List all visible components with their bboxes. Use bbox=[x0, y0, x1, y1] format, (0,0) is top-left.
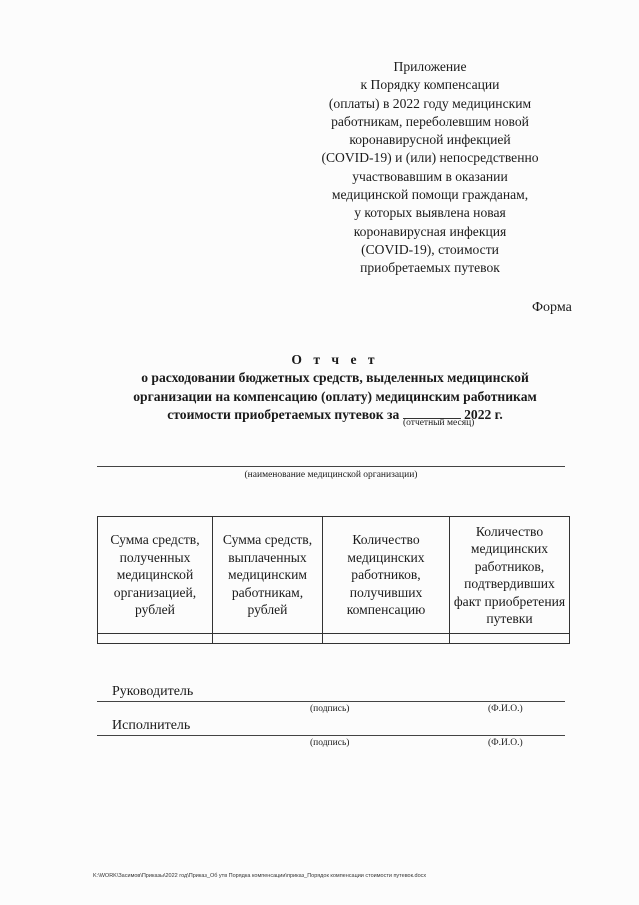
organization-name-field[interactable] bbox=[97, 466, 565, 467]
appendix-line: коронавирусная инфекция bbox=[353, 223, 507, 239]
table-cell[interactable] bbox=[450, 634, 570, 644]
form-label: Форма bbox=[532, 300, 572, 315]
table-header-row bbox=[98, 517, 570, 634]
head-signature-line[interactable] bbox=[97, 681, 565, 702]
table-cell[interactable] bbox=[98, 634, 213, 644]
appendix-line: приобретаемых путевок bbox=[360, 260, 500, 276]
report-title: О т ч е т bbox=[291, 352, 379, 367]
head-label: Руководитель bbox=[112, 684, 194, 699]
appendix-line: коронавирусной инфекцией bbox=[349, 132, 511, 148]
appendix-line: к Порядку компенсации bbox=[360, 77, 500, 93]
report-subtitle-line: организации на компенсацию (оплату) медицинским работникам bbox=[133, 388, 537, 404]
header-compensated-count: Количество медицинских работников, получивших компенсацию bbox=[323, 517, 450, 634]
executor-signature-line[interactable] bbox=[97, 715, 565, 736]
executor-name-note: (Ф.И.О.) bbox=[488, 738, 523, 748]
report-table bbox=[97, 516, 570, 644]
reporting-month-field[interactable] bbox=[403, 406, 461, 419]
appendix-line: Приложение bbox=[393, 59, 467, 74]
reporting-month-note: (отчетный месяц) bbox=[403, 418, 475, 428]
head-name-note: (Ф.И.О.) bbox=[488, 704, 523, 714]
appendix-line: участвовавшим в оказании bbox=[352, 168, 508, 184]
appendix-line: работникам, переболевшим новой bbox=[331, 113, 529, 129]
file-path-footer: K:\WORK\Засимов\Приказы\2022 год\Приказ_Об утв Порядка компенсации\приказ_Порядок компенсации стоимости путевок.docx bbox=[93, 873, 427, 879]
executor-label: Исполнитель bbox=[112, 718, 191, 733]
report-subtitle-last-line bbox=[90, 406, 580, 424]
organization-name-note: (наименование медицинской организации) bbox=[244, 470, 418, 480]
table-row bbox=[98, 634, 570, 644]
report-period-year: 2022 г. bbox=[464, 406, 503, 422]
table-cell[interactable] bbox=[323, 634, 450, 644]
report-subtitle-line: о расходовании бюджетных средств, выделенных медицинской bbox=[141, 370, 529, 386]
executor-signature-note: (подпись) bbox=[310, 738, 350, 748]
report-period-prefix: стоимости приобретаемых путевок за bbox=[167, 406, 400, 422]
header-paid-funds: Сумма средств, выплаченных медицинским работникам, рублей bbox=[213, 517, 323, 634]
appendix-block bbox=[300, 58, 560, 278]
head-signature-note: (подпись) bbox=[310, 704, 350, 714]
report-title-block bbox=[90, 351, 580, 424]
appendix-line: (оплаты) в 2022 году медицинским bbox=[328, 95, 532, 111]
appendix-line: у которых выявлена новая bbox=[354, 205, 506, 221]
appendix-line: (COVID-19), стоимости bbox=[361, 241, 499, 257]
appendix-line: (COVID-19) и (или) непосредственно bbox=[321, 150, 539, 166]
appendix-line: медицинской помощи гражданам, bbox=[331, 187, 529, 203]
header-received-funds: Сумма средств, полученных медицинской организацией, рублей bbox=[98, 517, 213, 634]
header-confirmed-count: Количество медицинских работников, подтвердивших факт приобретения путевки bbox=[450, 517, 570, 634]
table-cell[interactable] bbox=[213, 634, 323, 644]
